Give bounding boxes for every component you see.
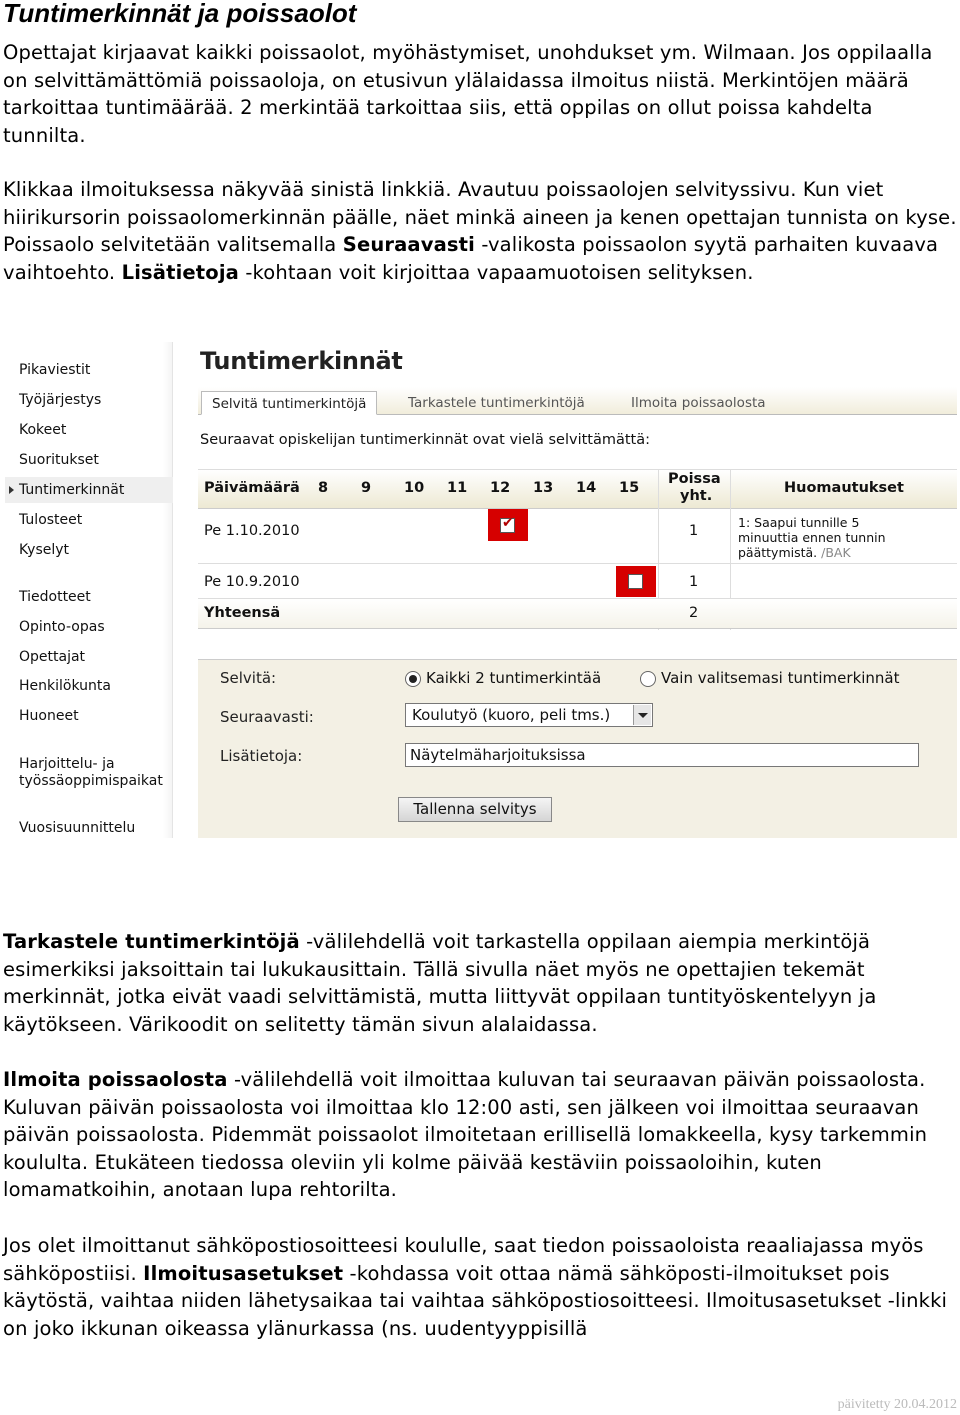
header-absent: Poissa: [668, 471, 721, 487]
header-hour-8: 8: [318, 480, 329, 496]
document-title: Tuntimerkinnät ja poissaolot: [3, 0, 357, 28]
sidebar-item-kyselyt[interactable]: Kyselyt: [19, 542, 70, 558]
radio-selected-label: Vain valitsemasi tuntimerkinnät: [661, 669, 900, 687]
row-total: 1: [689, 574, 699, 590]
radio-selected[interactable]: [640, 671, 656, 687]
row-note: 1: Saapui tunnille 5 minuuttia ennen tunnin päättymistä. /BAK: [738, 515, 886, 560]
header-hour-14: 14: [576, 480, 597, 496]
intro-paragraph: Opettajat kirjaavat kaikki poissaolot, myöhästymiset, unohdukset ym. Wilmaan. Jos oppilaalla on selvittämättömiä poissaoloja, on etusivun ylälaidassa ilmoitus niistä. Merkintöjen määrä tarkoittaa tuntimäärää. 2 merkintää tarkoittaa siis, että oppilas on ollut poissa kahdelta tunnilta.: [3, 41, 933, 147]
sidebar-menu: [3, 342, 173, 838]
sidebar-item-henkilokunta[interactable]: Henkilökunta: [19, 678, 111, 694]
wilma-screenshot: [3, 342, 957, 838]
radio-all[interactable]: [405, 671, 421, 687]
info-input[interactable]: Näytelmäharjoituksissa: [405, 743, 919, 767]
sidebar-item-suoritukset[interactable]: Suoritukset: [19, 452, 99, 468]
term-lisatietoja: Lisätietoja: [121, 260, 239, 284]
term-tarkastele: Tarkastele tuntimerkintöjä: [3, 930, 300, 953]
absence-checkbox[interactable]: [628, 574, 643, 589]
sidebar-item-tulosteet[interactable]: Tulosteet: [19, 512, 83, 528]
sum-row: [198, 599, 957, 629]
header-hour-9: 9: [361, 480, 372, 496]
sidebar-item-harjoittelu[interactable]: Harjoittelu- ja: [19, 756, 115, 772]
active-arrow-icon: [9, 486, 14, 494]
term-ilmoita: Ilmoita poissaolosta: [3, 1068, 228, 1091]
absence-mark[interactable]: [488, 509, 528, 541]
table-row: [198, 564, 957, 599]
instructions-paragraph: Klikkaa ilmoituksessa näkyvää sinistä linkkiä. Avautuu poissaolojen selvityssivu. Kun viet hiirikursorin poissaolomerkinnän päälle, näet minkä aineen ja kenen opettajan tunnista on kyse. Poissaolo selvitetään valitsemalla Seuraavasti -valikosta poissaolon syytä parhaiten kuvaava vaihtoehto. Lisätietoja -kohtaan voit kirjoittaa vapaamuotoisen selityksen.: [3, 178, 957, 284]
term-ilmoitusasetukset: Ilmoitusasetukset: [143, 1261, 344, 1285]
table-header: [198, 469, 957, 509]
header-hour-11: 11: [447, 480, 468, 496]
header-hour-12: 12: [490, 480, 511, 496]
radio-all-label: Kaikki 2 tuntimerkintää: [426, 669, 602, 687]
sum-label: Yhteensä: [204, 605, 281, 621]
chevron-down-icon: [633, 705, 651, 725]
tab-selvita[interactable]: Selvitä tuntimerkintöjä: [201, 391, 377, 415]
sidebar-item-pikaviestit[interactable]: Pikaviestit: [19, 362, 91, 378]
reason-label: Seuraavasti:: [220, 708, 314, 726]
header-hour-13: 13: [533, 480, 554, 496]
sidebar-item-vuosisuunnittelu[interactable]: Vuosisuunnittelu: [19, 820, 136, 836]
row-date: Pe 10.9.2010: [204, 574, 300, 590]
report-paragraph: Ilmoita poissaolosta -välilehdellä voit ilmoittaa kuluvan tai seuraavan päivän poissaolosta. Kuluvan päivän poissaolosta voi ilmoittaa klo 12:00 asti, sen jälkeen voi ilmoittaa seuraavan päivän poissaolosta. Pidemmät poissaolot ilmoitetaan erillisellä lomakkeella, kysy tarkemmin koululta. Etukäteen tiedossa oleviin yli kolme päivää kestäviin poissaoloihin, kuten lomamatkoihin, anotaan lupa rehtorilta.: [3, 1068, 928, 1202]
tab-bar: [198, 387, 957, 415]
sidebar-item-opettajat[interactable]: Opettajat: [19, 649, 86, 665]
sidebar-item-huoneet[interactable]: Huoneet: [19, 708, 79, 724]
header-total: yht.: [680, 488, 713, 504]
absence-checkbox[interactable]: [500, 518, 515, 533]
header-date: Päivämäärä: [204, 480, 300, 496]
unresolved-notice: Seuraavat opiskelijan tuntimerkinnät ovat vielä selvittämättä:: [200, 432, 651, 448]
term-seuraavasti: Seuraavasti: [342, 233, 475, 257]
info-label: Lisätietoja:: [220, 747, 303, 765]
absence-mark[interactable]: [616, 566, 656, 597]
select-label: Selvitä:: [220, 669, 277, 687]
header-notes: Huomautukset: [784, 480, 904, 496]
sidebar-item-opinto-opas[interactable]: Opinto-opas: [19, 619, 105, 635]
row-total: 1: [689, 523, 699, 539]
main-panel: [198, 342, 957, 838]
sidebar-item-kokeet[interactable]: Kokeet: [19, 422, 67, 438]
sum-total: 2: [689, 605, 699, 621]
sidebar-item-tyossaoppimispaikat[interactable]: työssäoppimispaikat: [19, 773, 163, 789]
sidebar-item-tuntimerkinnat[interactable]: Tuntimerkinnät: [5, 477, 173, 503]
review-paragraph: Tarkastele tuntimerkintöjä -välilehdellä voit tarkastella oppilaan aiempia merkintöjä esimerkiksi jaksoittain tai lukukausittain. Tällä sivulla näet myös ne opettajien tekemät merkinnät, jotka eivät vaadi selvittämistä, mutta liittyvät oppilaan tuntityöskentelyyn ja käytökseen. Värikoodit on selitetty tämän sivun alalaidassa.: [3, 930, 877, 1036]
updated-date: päivitetty 20.04.2012: [837, 1397, 957, 1412]
reason-select[interactable]: Koulutyö (kuoro, peli tms.): [405, 703, 653, 727]
sidebar-item-tyojarjestys[interactable]: Työjärjestys: [19, 392, 102, 408]
email-paragraph: Jos olet ilmoittanut sähköpostiosoitteesi koululle, saat tiedon poissaoloista reaaliajassa myös sähköpostiisi. Ilmoitusasetukset -kohdassa voit ottaa nämä sähköposti-ilmoitukset pois käytöstä, vaihtaa niiden lähetysaikaa tai vaihtaa sähköpostiosoitteesi. Ilmoitusasetukset -linkki on joko ikkunan oikeassa ylänurkassa (ns. uudentyyppisillä: [3, 1234, 948, 1340]
page-title: Tuntimerkinnät: [200, 347, 403, 375]
tab-tarkastele[interactable]: Tarkastele tuntimerkintöjä: [408, 395, 585, 411]
tab-ilmoita[interactable]: Ilmoita poissaolosta: [631, 395, 766, 411]
sidebar-item-tiedotteet[interactable]: Tiedotteet: [19, 589, 91, 605]
row-date: Pe 1.10.2010: [204, 523, 300, 539]
header-hour-10: 10: [404, 480, 425, 496]
header-hour-15: 15: [619, 480, 640, 496]
save-button[interactable]: Tallenna selvitys: [398, 797, 552, 822]
table-row: [198, 509, 957, 564]
